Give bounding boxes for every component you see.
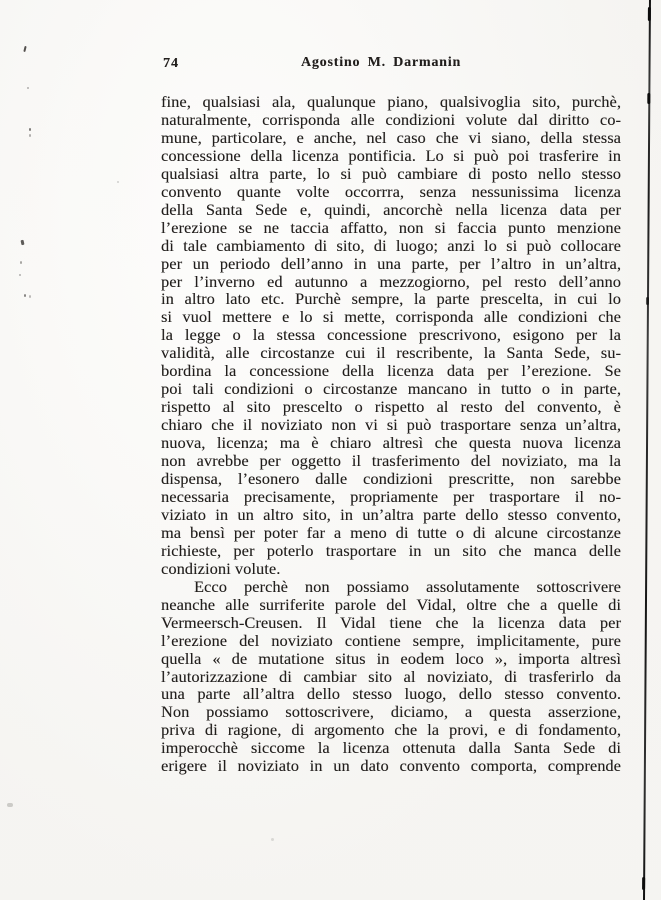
- text-line: l’autorizzazione di cambiar sito al noviziato, di trasferirlo da: [161, 666, 621, 686]
- text-line: per l’inverno ed autunno a mezzogiorno, pel resto dell’anno: [161, 271, 621, 291]
- text-line: della Santa Sede e, quindi, ancorchè nella licenza data per: [161, 199, 621, 219]
- text-line: quella « de mutatione situs in eodem loco », importa altresì: [161, 648, 621, 668]
- text-line: in altro lato etc. Purchè sempre, la parte prescelta, in cui lo: [161, 289, 621, 309]
- text-line: di tale cambiamento di sito, di luogo; anzi lo si può collocare: [161, 235, 621, 255]
- text-line: mune, particolare, e anche, nel caso che vi siano, della stessa: [161, 127, 621, 147]
- text-line: l’erezione se ne taccia affatto, non si faccia punto menzione: [161, 217, 621, 237]
- text-line: fine, qualsiasi ala, qualunque piano, qualsivoglia sito, purchè,: [161, 92, 621, 111]
- text-line: Non possiamo sottoscrivere, diciamo, a questa asserzione,: [161, 702, 621, 722]
- page-edge-blob: [642, 877, 645, 890]
- scan-speckle: [20, 261, 22, 264]
- scan-speckle: [27, 87, 29, 89]
- page-number: 74: [163, 56, 179, 71]
- scan-speckle: [23, 46, 27, 52]
- scan-speckle: [19, 274, 21, 276]
- text-line: concessione della licenza pontificia. Lo si può poi trasferire in: [161, 145, 621, 165]
- page-edge-line: [643, 0, 651, 900]
- text-line: non avrebbe per oggetto il trasferimento del noviziato, ma la: [161, 451, 621, 471]
- text-line: validità, alle circostanze cui il rescribente, la Santa Sede, su-: [161, 343, 621, 363]
- text-line: una parte all’altra dello stesso luogo, dello stesso convento.: [161, 684, 621, 704]
- text-line: ma bensì per poter far a meno di tutte o di alcune circostanze: [161, 522, 621, 542]
- body-text: [161, 93, 621, 775]
- text-line: richieste, per poterlo trasportare in un sito che manca delle: [161, 540, 621, 560]
- text-line: erigere il noviziato in un dato convento comporta, comprende: [161, 756, 621, 776]
- text-line: l’erezione del noviziato contiene sempre, implicitamente, pure: [161, 630, 621, 650]
- page-header: [161, 56, 621, 74]
- scan-speckle: [117, 181, 119, 183]
- page-edge-blob: [647, 93, 650, 104]
- text-line: necessaria precisamente, propriamente per trasportare il no-: [161, 486, 621, 506]
- text-line: la legge o la stessa concessione prescrivono, esigono per la: [161, 325, 621, 345]
- text-line: viziato in un altro sito, in un’altra parte dello stesso convento,: [161, 504, 621, 524]
- text-line: Vermeersch-Creusen. Il Vidal tiene che la licenza data per: [161, 612, 621, 632]
- text-line: chiaro che il noviziato non vi si può trasportare senza un’altra,: [161, 415, 621, 435]
- running-head: Agostino M. Darmanin: [300, 55, 462, 70]
- scan-speckle: [7, 803, 13, 807]
- text-line: Ecco perchè non possiamo assolutamente sottoscrivere: [194, 576, 621, 596]
- text-line: poi tali condizioni o circostanze mancano in tutto o in parte,: [161, 379, 621, 399]
- text-line: rispetto al sito prescelto o rispetto al resto del convento, è: [161, 397, 621, 417]
- text-line: neanche alle surriferite parole del Vidal, oltre che a quelle di: [161, 594, 621, 614]
- text-line: dispensa, l’esonero dalle condizioni prescritte, non sarebbe: [161, 469, 621, 489]
- text-line: priva di ragione, di argomento che la provi, e di fondamento,: [161, 720, 621, 740]
- scan-speckle: [29, 128, 31, 131]
- text-line: bordina la concessione della licenza data per l’erezione. Se: [161, 361, 621, 381]
- text-line: qualsiasi altra parte, lo si può cambiare di posto nello stesso: [161, 163, 621, 183]
- scan-speckle: [271, 838, 274, 841]
- text-line: convento quante volte occorrra, senza nessunissima licenza: [161, 181, 621, 201]
- text-line: si vuol mettere e lo si mette, corrisponda alle condizioni che: [161, 307, 621, 327]
- page-edge-blob: [648, 7, 651, 21]
- scan-speckle: [21, 240, 25, 246]
- text-line: per un periodo dell’anno in una parte, per l’altro in un’altra,: [161, 253, 621, 273]
- text-line: imperocchè siccome la licenza ottenuta dalla Santa Sede di: [161, 738, 621, 758]
- page-edge-blob: [646, 297, 649, 305]
- text-line: naturalmente, corrisponda alle condizioni volute dal diritto co-: [161, 109, 621, 129]
- text-line: nuova, licenza; ma è chiaro altresì che questa nuova licenza: [161, 433, 621, 453]
- text-line: condizioni volute.: [161, 558, 281, 578]
- scan-speckle: [24, 294, 26, 297]
